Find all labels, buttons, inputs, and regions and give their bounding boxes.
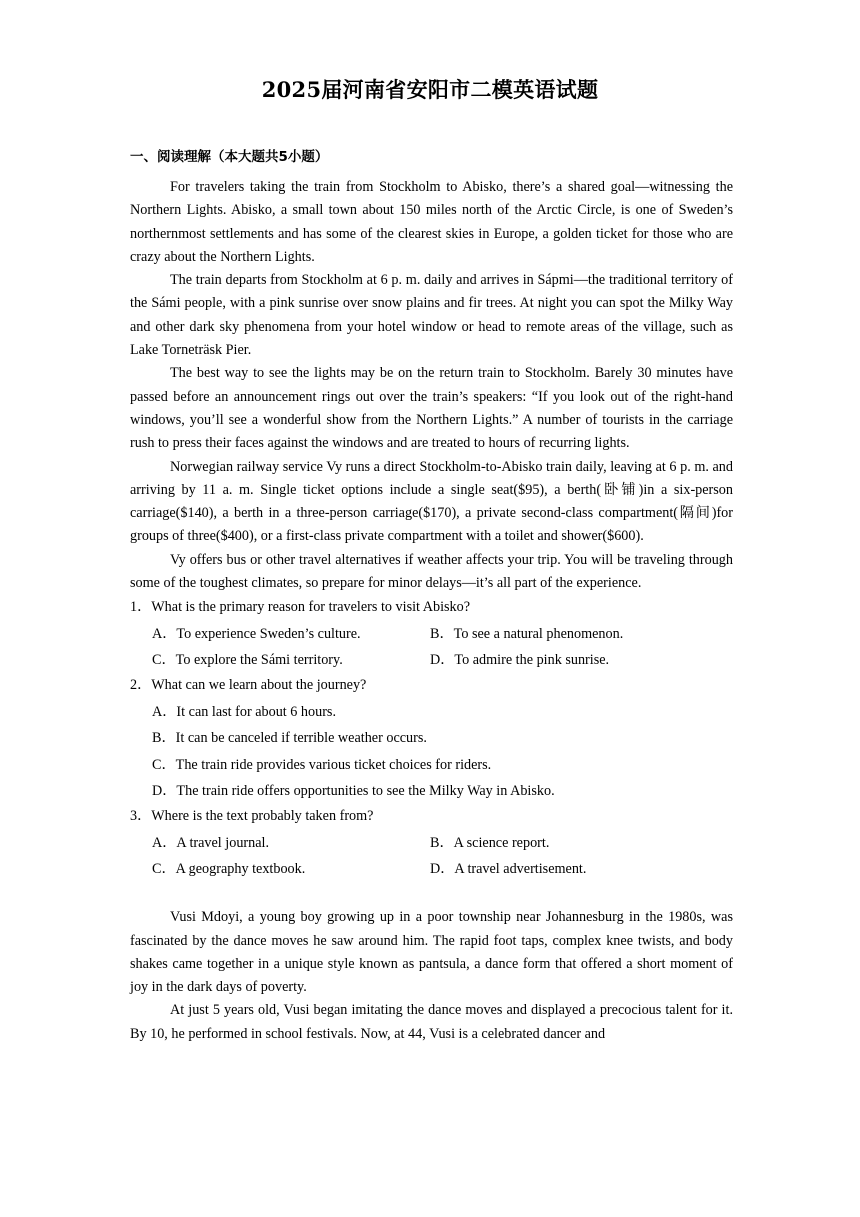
question-3 [130, 804, 733, 882]
option-d: D．To admire the pink sunrise. [430, 652, 610, 669]
option-a: A．To experience Sweden’s culture. [152, 625, 361, 642]
passage1-paragraph-5: Vy offers bus or other travel alternatives if weather affects your trip. You will be traveling through some of the toughest climates, so prepare for minor delays—it’s all part of the experience. [130, 551, 733, 592]
passage-separator [130, 882, 733, 906]
passage1-paragraph-3: The best way to see the lights may be on the return train to Stockholm. Barely 30 minutes have passed before an announcement rings out over the train’s speakers: “If you look out of the right-hand windows, you’ll see a wonderful show from the Northern Lights.” A number of tourists in the carriage rush to press their faces against the windows and are treated to hours of recurring lights. [130, 365, 733, 452]
question-options [130, 621, 733, 674]
option-c: C．A geography textbook. [152, 860, 306, 877]
option-b: B．To see a natural phenomenon. [430, 625, 624, 642]
option-c: C．To explore the Sámi territory. [152, 652, 343, 669]
option-a: A．A travel journal. [152, 834, 270, 851]
option-d: D．The train ride offers opportunities to see the Milky Way in Abisko. [152, 782, 555, 799]
question-options [130, 830, 733, 883]
section-heading: 一、阅读理解（本大题共5小题） [130, 149, 329, 165]
question-options [130, 699, 733, 804]
option-b: B．It can be canceled if terrible weather occurs. [152, 730, 427, 747]
passage2-paragraph-1: Vusi Mdoyi, a young boy growing up in a poor township near Johannesburg in the 1980s, was fascinated by the dance moves he saw around him. The rapid foot taps, complex knee twists, and body shakes came together in a unique style known as pantsula, a dance form that offered a short moment of joy in the dark days of poverty. [130, 909, 733, 996]
passage1-paragraph-4: Norwegian railway service Vy runs a direct Stockholm-to-Abisko train daily, leaving at 6 p. m. and arriving by 11 a. m. Single ticket options include a single seat($95), a berth(卧铺)in a six-person carriage($140), a berth in a three-person carriage($170), a private second-class compartment(隔间)for groups of three($400), or a first-class private compartment with a toilet and shower($600). [130, 458, 733, 545]
page-title: 2025届河南省安阳市二模英语试题 [261, 77, 599, 102]
exam-content [130, 176, 733, 1046]
question-stem: 1．What is the primary reason for travelers to visit Abisko? [130, 599, 471, 616]
option-a: A．It can last for about 6 hours. [152, 703, 337, 720]
passage1-paragraph-2: The train departs from Stockholm at 6 p. m. daily and arrives in Sápmi—the traditional territory of the Sámi people, with a pink sunrise over snow plains and fir trees. At night you can spot the Milky Way and other dark sky phenomena from your hotel window or head to remote areas of the village, such as Lake Torneträsk Pier. [130, 272, 733, 359]
option-b: B．A science report. [430, 834, 550, 851]
option-d: D．A travel advertisement. [430, 860, 587, 877]
passage1-paragraph-1: For travelers taking the train from Stockholm to Abisko, there’s a shared goal—witnessing the Northern Lights. Abisko, a small town about 150 miles north of the Arctic Circle, is one of Sweden’s northernmost settlements and has some of the clearest skies in Europe, a golden ticket for those who are crazy about the Northern Lights. [130, 179, 733, 265]
passage2-paragraph-2: At just 5 years old, Vusi began imitating the dance moves and displayed a precocious talent for it. By 10, he performed in school festivals. Now, at 44, Vusi is a celebrated dancer and [130, 1002, 733, 1042]
option-c: C．The train ride provides various ticket choices for riders. [152, 756, 492, 773]
question-1 [130, 595, 733, 673]
question-2 [130, 673, 733, 804]
question-stem: 3．Where is the text probably taken from? [130, 808, 374, 825]
question-stem: 2．What can we learn about the journey? [130, 677, 367, 694]
